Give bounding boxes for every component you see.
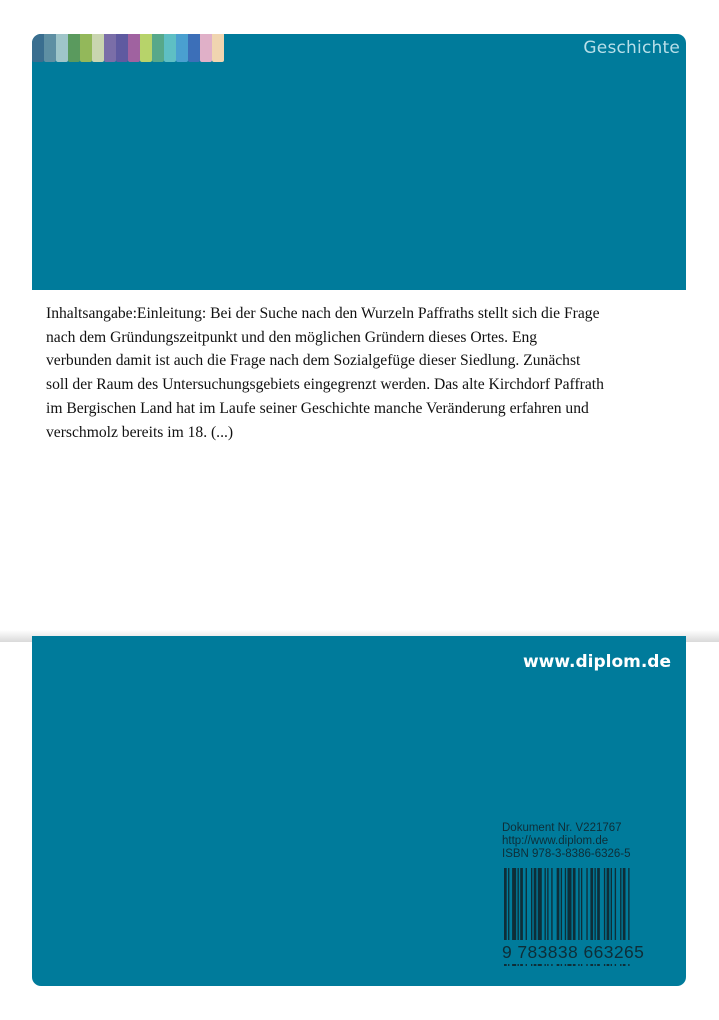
color-stripe [140, 34, 152, 62]
color-stripe [44, 34, 56, 62]
cover-bottom-panel [32, 636, 686, 986]
isbn: ISBN 978-3-8386-6326-5 [502, 848, 631, 860]
cover-top-panel [32, 34, 686, 290]
abstract-text: Inhaltsangabe:Einleitung: Bei der Suche nach den Wurzeln Paffraths stellt sich die Frage nach dem Gründungszeitpunkt und den möglichen Gründern dieses Ortes. Eng verbunden damit ist auch die Frage nach dem Sozialgefüge dieser Siedlung. Zunächst soll der Raum des Untersuchungsgebiets eingegrenzt werden. Das alte Kirchdorf Paffrath im Bergischen Land hat im Laufe seiner Geschichte manche Veränderung erfahren und verschmolz bereits im 18. (...) [46, 305, 604, 441]
color-stripe [200, 34, 212, 62]
color-stripe [164, 34, 176, 62]
publisher-website: www.diplom.de [522, 652, 671, 672]
document-url: http://www.diplom.de [502, 835, 609, 847]
color-stripe [116, 34, 128, 62]
barcode-number: 9 783838 663265 [502, 940, 670, 964]
color-stripe [188, 34, 200, 62]
color-stripe [80, 34, 92, 62]
color-stripe [32, 34, 44, 62]
color-stripe [128, 34, 140, 62]
document-info [502, 822, 631, 861]
color-stripe [212, 34, 224, 62]
color-stripe [68, 34, 80, 62]
document-number: Dokument Nr. V221767 [502, 822, 622, 834]
color-stripe [176, 34, 188, 62]
color-stripes [32, 34, 224, 62]
color-stripe [92, 34, 104, 62]
color-stripe [152, 34, 164, 62]
color-stripe [56, 34, 68, 62]
category-label: Geschichte [583, 38, 680, 58]
color-stripe [104, 34, 116, 62]
